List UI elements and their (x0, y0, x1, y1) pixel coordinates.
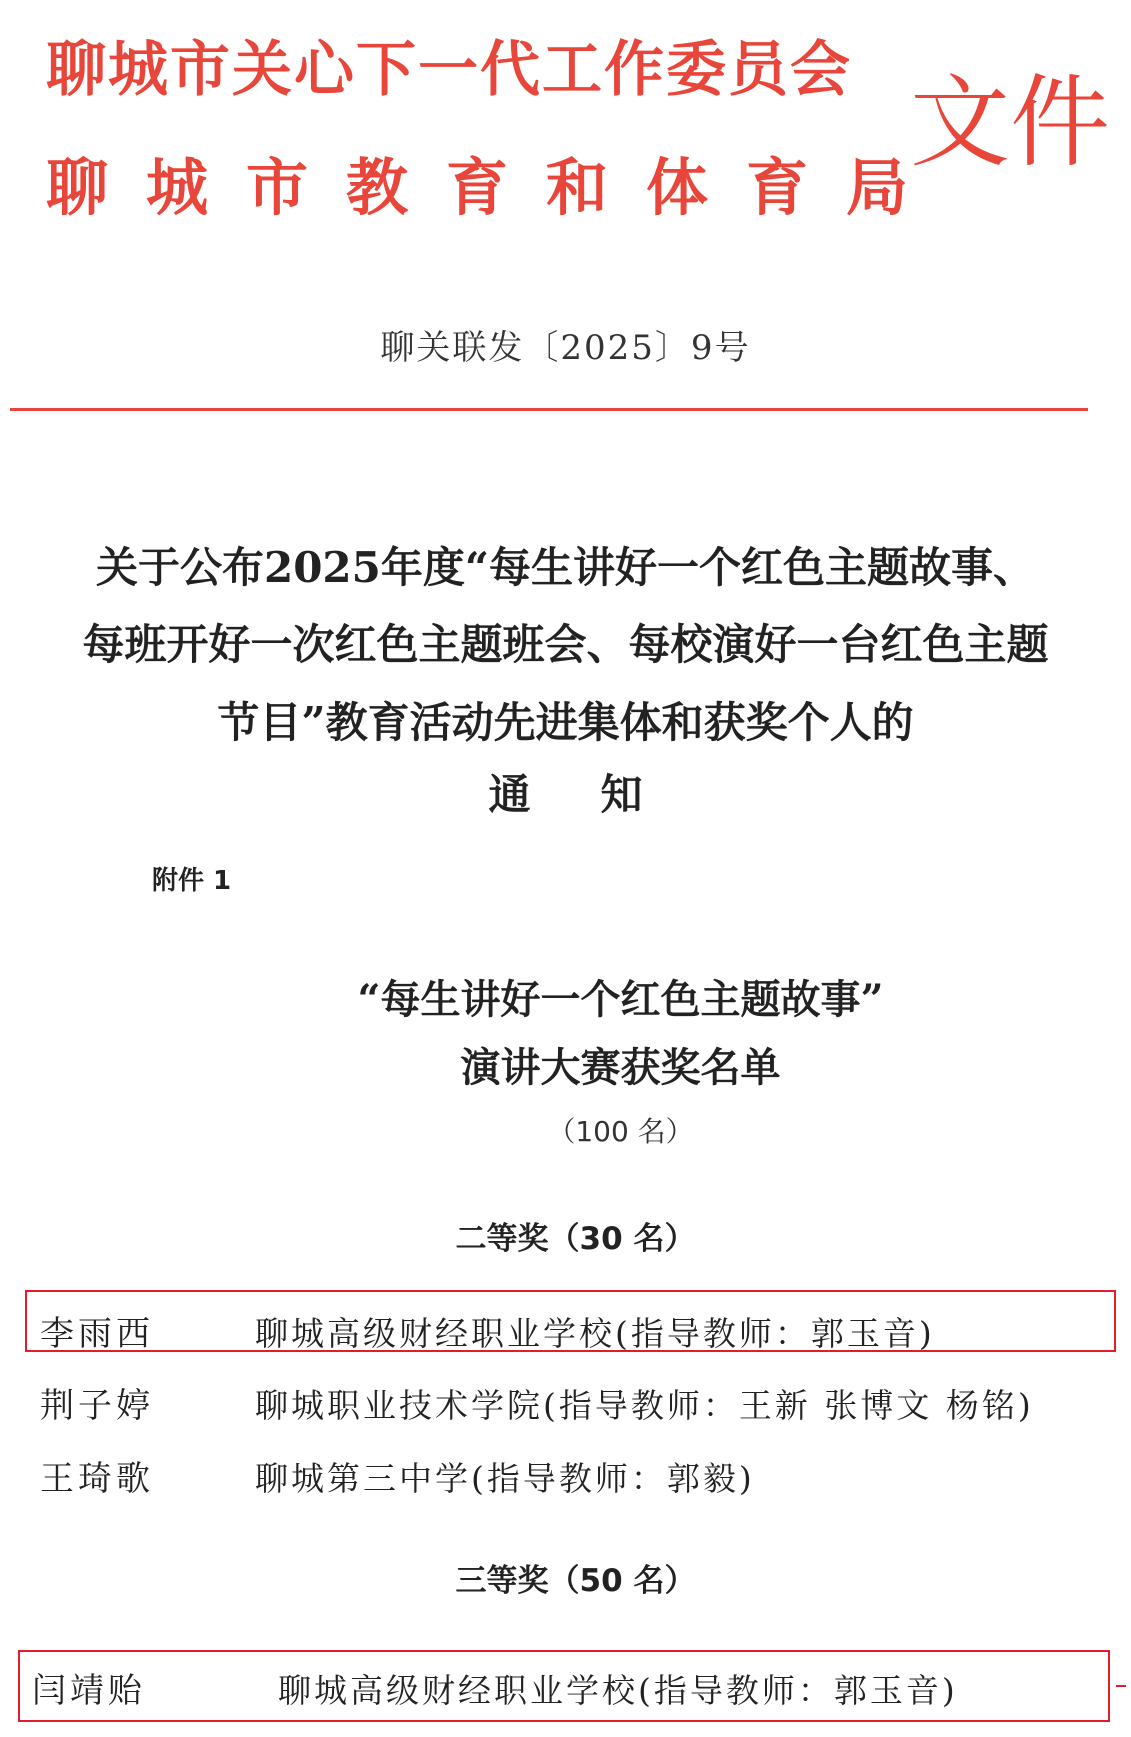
winner-name: 闫靖贻 (32, 1671, 146, 1711)
winner-name: 王琦歌 (40, 1459, 154, 1499)
list-item (0, 1298, 1131, 1358)
document-type-mark: 文件 (910, 64, 1110, 181)
list-item (0, 1655, 1131, 1715)
notice-title-line-2: 每班开好一次红色主题班会、每校演好一台红色主题 (82, 620, 1049, 669)
list-item (0, 1370, 1131, 1430)
attachment-label: 附件 1 (152, 866, 232, 896)
list-item (0, 1443, 1131, 1503)
document-number: 聊关联发〔2025〕9号 (380, 328, 751, 368)
notice-title-line-3: 节目”教育活动先进集体和获奖个人的 (217, 698, 914, 747)
issuing-org-line-1: 聊城市关心下一代工作委员会 (46, 35, 852, 105)
contest-title-line-2: 演讲大赛获奖名单 (460, 1044, 781, 1091)
contest-title-line-1: “每生讲好一个红色主题故事” (357, 976, 884, 1023)
notice-title-line-4: 通知 (488, 770, 713, 819)
red-separator-line (10, 408, 1088, 411)
winner-name: 李雨西 (40, 1314, 154, 1354)
notice-title-line-1: 关于公布2025年度“每生讲好一个红色主题故事、 (95, 543, 1036, 592)
winner-school: 聊城职业技术学院(指导教师：王新 张博文 杨铭) (255, 1386, 1034, 1425)
winner-school: 聊城高级财经职业学校(指导教师：郭玉音) (278, 1671, 958, 1710)
winner-count: （100 名） (547, 1115, 694, 1148)
second-prize-heading: 二等奖（30 名） (455, 1221, 696, 1257)
issuing-org-line-2: 聊城市教育和体育局 (46, 151, 947, 224)
winner-school: 聊城第三中学(指导教师：郭毅) (255, 1459, 755, 1498)
winner-school: 聊城高级财经职业学校(指导教师：郭玉音) (255, 1314, 935, 1353)
third-prize-heading: 三等奖（50 名） (455, 1563, 696, 1599)
winner-name: 荆子婷 (40, 1386, 154, 1426)
